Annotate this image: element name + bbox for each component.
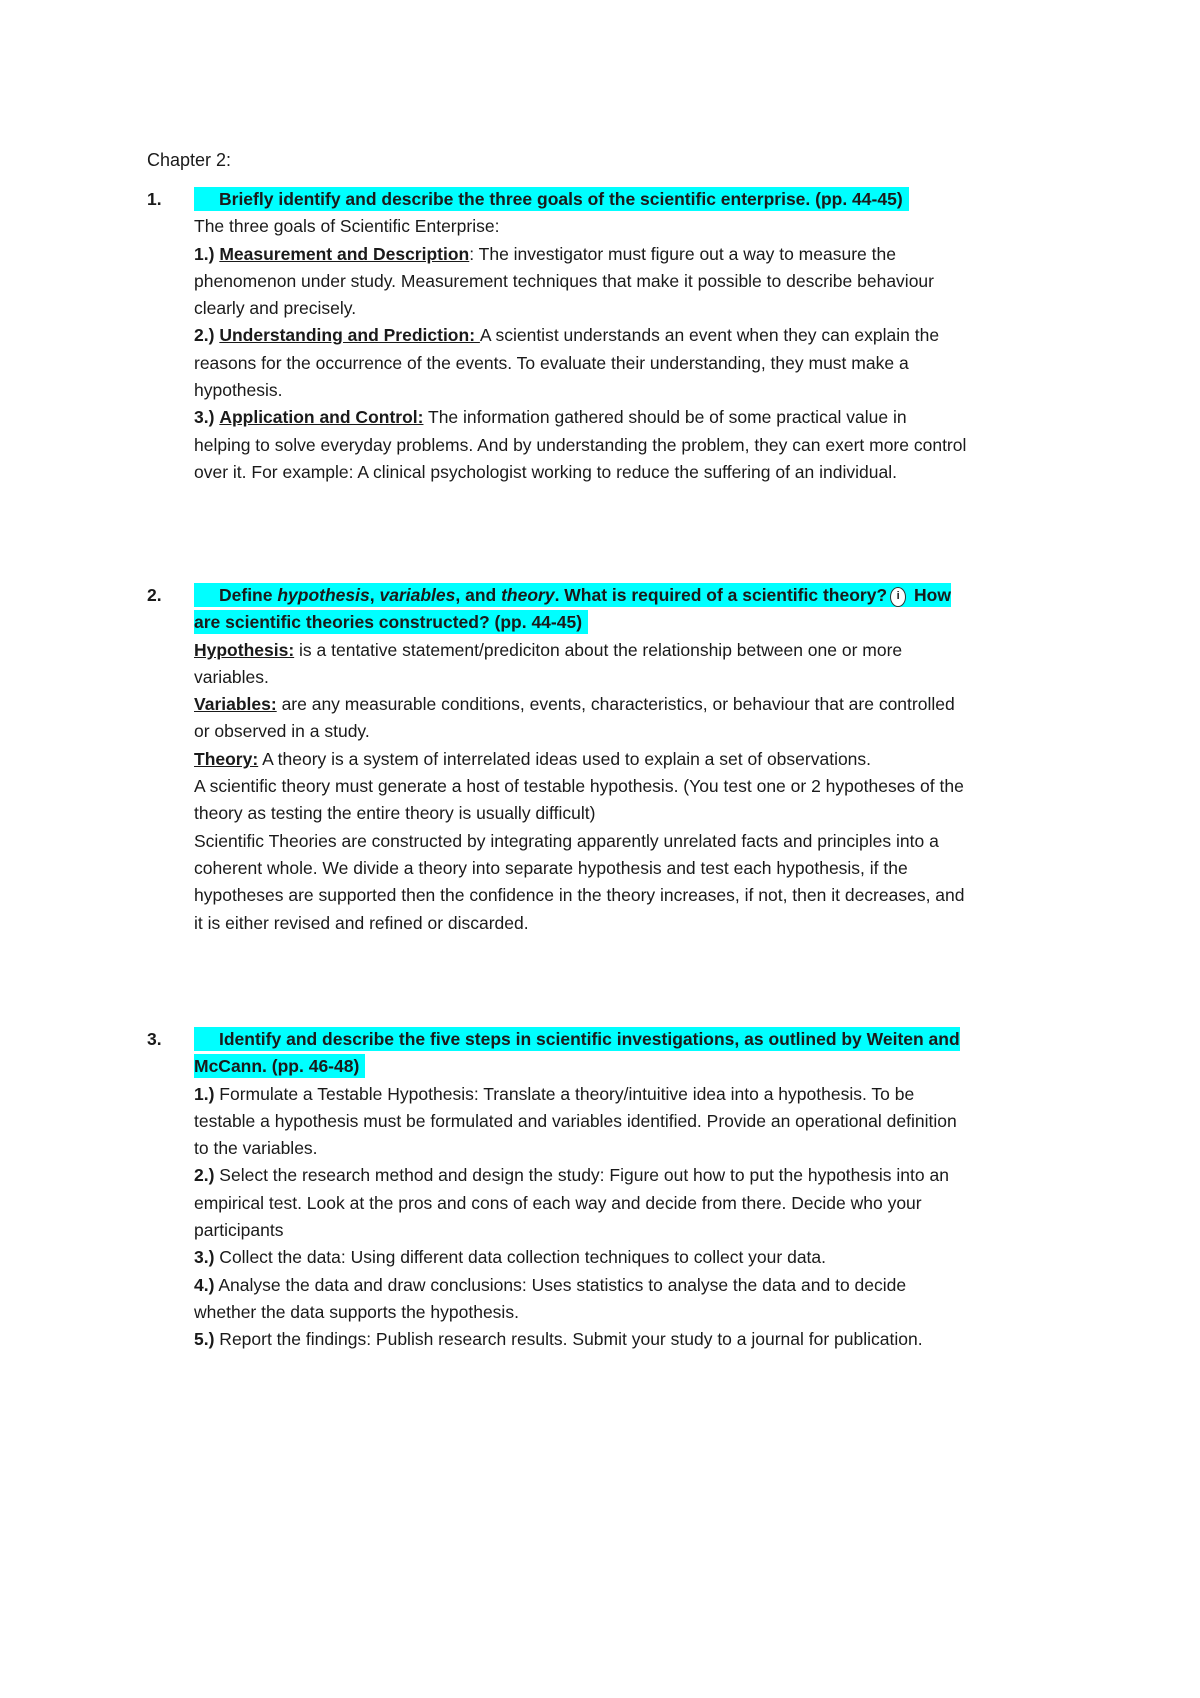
goal-item: 2.) Understanding and Prediction: A scientist understands an event when they can explain the reasons for the occurrence of the events. To evaluate their understanding, they must make a hypothesis. [194,325,940,401]
question-2 [147,582,967,937]
question-3 [147,1026,967,1354]
goal-item: 3.) Application and Control: The information gathered should be of some practical value in helping to solve everyday problems. And by understanding the problem, they can exert more control over it. For example: A clinical psychologist working to reduce the suffering of an individual. [194,407,967,482]
question-title: Briefly identify and describe the three goals of the scientific enterprise. (pp. 44-45) [194,186,967,213]
step-item: 3.) Collect the data: Using different data collection techniques to collect your data. [194,1247,827,1268]
definition: Hypothesis: is a tentative statement/prediciton about the relationship between one or more variables. [194,639,903,687]
question-number: 1. [147,189,162,209]
step-item: 2.) Select the research method and design the study: Figure out how to put the hypothesis into an empirical test. Look at the pros and cons of each way and decide from there. Decide who your participants [194,1165,949,1241]
goal-item: 1.) Measurement and Description: The investigator must figure out a way to measure the phenomenon under study. Measurement techniques that make it possible to describe behaviour clearly and precisely. [194,243,934,319]
info-icon: i [890,587,906,607]
answer-paragraph: Scientific Theories are constructed by integrating apparently unrelated facts and principles into a coherent whole. We divide a theory into separate hypothesis and test each hypothesis, if the hypotheses are supported then the confidence in the theory increases, if not, then it decreases, and it is either revised and refined or discarded. [194,830,965,933]
chapter-heading: Chapter 2: [147,150,232,170]
question-1 [147,186,967,486]
question-title: Define hypothesis, variables, and theory. What is required of a scientific theory? i How are scientific theories constructed? (pp. 44-45) [194,585,951,633]
definition: Theory: A theory is a system of interrelated ideas used to explain a set of observations. [194,748,872,769]
step-item: 4.) Analyse the data and draw conclusions: Uses statistics to analyse the data and to decide whether the data supports the hypothesis. [194,1274,907,1322]
definition: Variables: are any measurable conditions, events, characteristics, or behaviour that are controlled or observed in a study. [194,694,955,742]
answer-paragraph: A scientific theory must generate a host of testable hypothesis. (You test one or 2 hypotheses of the theory as testing the entire theory is usually difficult) [194,776,964,824]
step-item: 5.) Report the findings: Publish research results. Submit your study to a journal for publication. [194,1329,923,1350]
question-title: Identify and describe the five steps in scientific investigations, as outlined by Weiten and McCann. (pp. 46-48) [194,1029,960,1077]
step-item: 1.) Formulate a Testable Hypothesis: Translate a theory/intuitive idea into a hypothesis. To be testable a hypothesis must be formulated and variables identified. Provide an operational definition to the variables. [194,1083,957,1159]
answer-intro: The three goals of Scientific Enterprise: [194,216,500,237]
question-number: 3. [147,1029,162,1049]
question-number: 2. [147,585,162,605]
